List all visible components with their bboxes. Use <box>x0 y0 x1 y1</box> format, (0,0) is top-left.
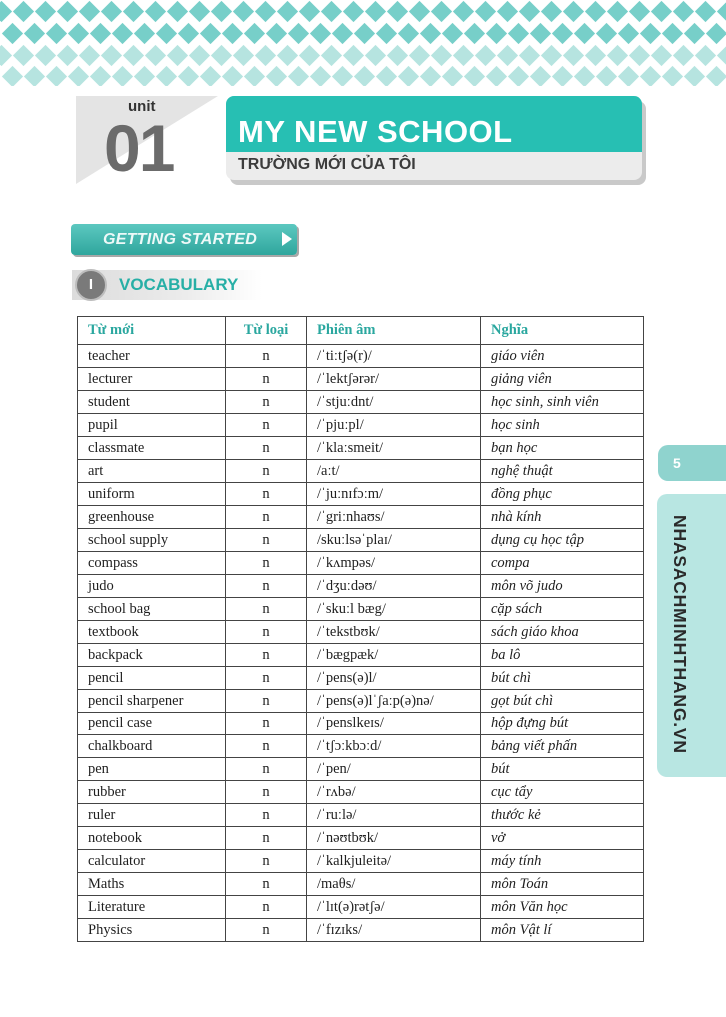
diamond-shape <box>299 1 320 22</box>
table-row <box>78 850 644 873</box>
cell-ipa: /maθs/ <box>307 873 481 896</box>
header-pos: Từ loại <box>226 317 307 345</box>
diamond-shape <box>409 45 430 66</box>
cell-ipa: /ˈpens(ə)lˈʃaːp(ə)nə/ <box>307 689 481 712</box>
table-row <box>78 459 644 482</box>
diamond-shape <box>662 23 683 44</box>
diamond-shape <box>35 1 56 22</box>
cell-meaning: máy tính <box>481 850 644 873</box>
table-row <box>78 804 644 827</box>
diamond-shape <box>464 23 485 44</box>
diamond-shape <box>717 1 726 22</box>
cell-ipa: /ˈdʒuːdəʊ/ <box>307 574 481 597</box>
cell-word: ruler <box>78 804 226 827</box>
cell-word: art <box>78 459 226 482</box>
diamond-shape <box>475 45 496 66</box>
cell-word: student <box>78 390 226 413</box>
diamond-shape <box>321 45 342 66</box>
section-title: GETTING STARTED <box>103 231 258 248</box>
cell-meaning: dụng cụ học tập <box>481 528 644 551</box>
cell-ipa: /ˈlektʃərər/ <box>307 367 481 390</box>
page-title: MY NEW SCHOOL <box>238 114 513 149</box>
diamond-shape <box>79 1 100 22</box>
diamond-shape <box>90 66 111 86</box>
cell-word: lecturer <box>78 367 226 390</box>
diamond-shape <box>167 1 188 22</box>
table-row <box>78 482 644 505</box>
table-row <box>78 390 644 413</box>
cell-word: uniform <box>78 482 226 505</box>
table-row <box>78 345 644 368</box>
diamond-shape <box>255 1 276 22</box>
cell-pos: n <box>226 367 307 390</box>
diamond-shape <box>662 66 683 86</box>
cell-meaning: ba lô <box>481 643 644 666</box>
diamond-shape <box>706 23 726 44</box>
diamond-shape <box>420 66 441 86</box>
diamond-shape <box>2 66 23 86</box>
table-header-row <box>78 317 644 345</box>
cell-meaning: nghệ thuật <box>481 459 644 482</box>
diamond-shape <box>200 23 221 44</box>
diamond-shape <box>134 66 155 86</box>
cell-pos: n <box>226 735 307 758</box>
diamond-shape <box>57 45 78 66</box>
diamond-shape <box>211 45 232 66</box>
diamond-shape <box>13 1 34 22</box>
diamond-shape <box>79 45 100 66</box>
diamond-shape <box>475 1 496 22</box>
diamond-shape <box>145 1 166 22</box>
cell-meaning: bạn học <box>481 436 644 459</box>
cell-ipa: /aːt/ <box>307 459 481 482</box>
cell-ipa: /ˈtʃɔːkbɔːd/ <box>307 735 481 758</box>
cell-word: teacher <box>78 345 226 368</box>
cell-pos: n <box>226 689 307 712</box>
cell-word: pen <box>78 758 226 781</box>
diamond-shape <box>574 66 595 86</box>
diamond-shape <box>233 1 254 22</box>
cell-ipa: /ˈbægpæk/ <box>307 643 481 666</box>
cell-ipa: /ˈgriːnhaʊs/ <box>307 505 481 528</box>
diamond-shape <box>0 45 12 66</box>
diamond-shape <box>420 23 441 44</box>
cell-ipa: /ˈpjuːpl/ <box>307 413 481 436</box>
play-arrow-icon <box>282 232 292 246</box>
cell-meaning: đồng phục <box>481 482 644 505</box>
diamond-shape <box>629 45 650 66</box>
diamond-shape <box>13 45 34 66</box>
diamond-shape <box>695 1 716 22</box>
diamond-shape <box>68 23 89 44</box>
cell-word: Literature <box>78 896 226 919</box>
diamond-shape <box>0 1 12 22</box>
diamond-shape <box>189 45 210 66</box>
diamond-shape <box>101 1 122 22</box>
cell-ipa: /ˈskuːl bæg/ <box>307 597 481 620</box>
cell-pos: n <box>226 643 307 666</box>
diamond-shape <box>464 66 485 86</box>
table-row <box>78 413 644 436</box>
table-row <box>78 896 644 919</box>
table-row <box>78 735 644 758</box>
diamond-shape <box>211 1 232 22</box>
cell-pos: n <box>226 712 307 735</box>
title-banner <box>226 96 642 180</box>
diamond-shape <box>365 45 386 66</box>
cell-ipa: /ˈkalkjuleitə/ <box>307 850 481 873</box>
diamond-shape <box>288 23 309 44</box>
unit-number: 01 <box>104 111 174 185</box>
diamond-shape <box>222 23 243 44</box>
diamond-shape <box>431 45 452 66</box>
diamond-shape <box>156 23 177 44</box>
cell-word: rubber <box>78 781 226 804</box>
header-meaning: Nghĩa <box>481 317 644 345</box>
diamond-shape <box>255 45 276 66</box>
cell-ipa: /ˈklaːsmeit/ <box>307 436 481 459</box>
diamond-shape <box>508 66 529 86</box>
diamond-shape <box>101 45 122 66</box>
cell-meaning: nhà kính <box>481 505 644 528</box>
diamond-shape <box>563 45 584 66</box>
table-row <box>78 643 644 666</box>
table-row <box>78 758 644 781</box>
page-subtitle: TRƯỜNG MỚI CỦA TÔI <box>238 156 416 173</box>
diamond-shape <box>310 66 331 86</box>
cell-ipa: /ˈkʌmpəs/ <box>307 551 481 574</box>
cell-word: pupil <box>78 413 226 436</box>
cell-pos: n <box>226 827 307 850</box>
diamond-shape <box>453 45 474 66</box>
diamond-shape <box>123 45 144 66</box>
table-row <box>78 919 644 942</box>
diamond-shape <box>365 1 386 22</box>
diamond-shape <box>530 66 551 86</box>
cell-meaning: bảng viết phấn <box>481 735 644 758</box>
table-row <box>78 505 644 528</box>
diamond-shape <box>541 45 562 66</box>
cell-pos: n <box>226 919 307 942</box>
diamond-shape <box>508 23 529 44</box>
diamond-shape <box>684 23 705 44</box>
table-row <box>78 597 644 620</box>
cell-word: pencil <box>78 666 226 689</box>
diamond-pattern-header <box>0 0 726 86</box>
cell-pos: n <box>226 413 307 436</box>
table-row <box>78 528 644 551</box>
diamond-shape <box>541 1 562 22</box>
cell-pos: n <box>226 574 307 597</box>
diamond-shape <box>46 66 67 86</box>
diamond-shape <box>596 66 617 86</box>
diamond-shape <box>398 66 419 86</box>
diamond-shape <box>310 23 331 44</box>
cell-ipa: /ˈnəʊtbʊk/ <box>307 827 481 850</box>
diamond-shape <box>244 23 265 44</box>
diamond-shape <box>618 23 639 44</box>
cell-word: Maths <box>78 873 226 896</box>
cell-word: chalkboard <box>78 735 226 758</box>
cell-meaning: môn Vật lí <box>481 919 644 942</box>
vocabulary-table <box>77 316 644 942</box>
diamond-shape <box>145 45 166 66</box>
cell-meaning: vở <box>481 827 644 850</box>
diamond-shape <box>90 23 111 44</box>
cell-pos: n <box>226 436 307 459</box>
diamond-shape <box>398 23 419 44</box>
cell-word: greenhouse <box>78 505 226 528</box>
cell-meaning: giảng viên <box>481 367 644 390</box>
cell-word: classmate <box>78 436 226 459</box>
table-row <box>78 620 644 643</box>
subsection-title: VOCABULARY <box>119 275 239 294</box>
diamond-shape <box>486 66 507 86</box>
cell-pos: n <box>226 505 307 528</box>
diamond-shape <box>277 1 298 22</box>
diamond-shape <box>717 45 726 66</box>
diamond-shape <box>112 66 133 86</box>
cell-meaning: compa <box>481 551 644 574</box>
diamond-shape <box>442 66 463 86</box>
cell-meaning: cục tẩy <box>481 781 644 804</box>
diamond-shape <box>673 45 694 66</box>
cell-pos: n <box>226 804 307 827</box>
diamond-shape <box>519 45 540 66</box>
diamond-shape <box>387 1 408 22</box>
cell-meaning: bút <box>481 758 644 781</box>
diamond-shape <box>222 66 243 86</box>
diamond-shape <box>673 1 694 22</box>
cell-meaning: môn Toán <box>481 873 644 896</box>
diamond-shape <box>640 66 661 86</box>
diamond-shape <box>563 1 584 22</box>
diamond-shape <box>178 23 199 44</box>
roman-numeral: I <box>88 276 94 293</box>
diamond-shape <box>585 1 606 22</box>
cell-pos: n <box>226 620 307 643</box>
cell-pos: n <box>226 390 307 413</box>
table-row <box>78 436 644 459</box>
diamond-shape <box>376 66 397 86</box>
section-banner-getting-started <box>71 224 297 255</box>
cell-pos: n <box>226 528 307 551</box>
diamond-shape <box>585 45 606 66</box>
diamond-shape <box>266 66 287 86</box>
diamond-shape <box>431 1 452 22</box>
cell-ipa: /ˈjuːnɪfɔːm/ <box>307 482 481 505</box>
diamond-shape <box>607 45 628 66</box>
diamond-shape <box>321 1 342 22</box>
diamond-shape <box>332 66 353 86</box>
diamond-shape <box>497 45 518 66</box>
cell-meaning: gọt bút chì <box>481 689 644 712</box>
cell-pos: n <box>226 597 307 620</box>
diamond-shape <box>354 23 375 44</box>
diamond-shape <box>57 1 78 22</box>
cell-pos: n <box>226 850 307 873</box>
cell-meaning: môn Văn học <box>481 896 644 919</box>
diamond-shape <box>266 23 287 44</box>
diamond-shape <box>343 1 364 22</box>
cell-ipa: /ˈpens(ə)l/ <box>307 666 481 689</box>
cell-ipa: /ˈrʌbə/ <box>307 781 481 804</box>
page-number: 5 <box>673 455 681 471</box>
diamond-shape <box>640 23 661 44</box>
diamond-shape <box>2 23 23 44</box>
cell-ipa: /skuːlsəˈplaɪ/ <box>307 528 481 551</box>
header-word: Từ mới <box>78 317 226 345</box>
diamond-shape <box>233 45 254 66</box>
cell-word: notebook <box>78 827 226 850</box>
diamond-shape <box>706 66 726 86</box>
diamond-shape <box>68 66 89 86</box>
cell-word: textbook <box>78 620 226 643</box>
cell-meaning: học sinh, sinh viên <box>481 390 644 413</box>
diamond-shape <box>288 66 309 86</box>
cell-meaning: giáo viên <box>481 345 644 368</box>
cell-pos: n <box>226 482 307 505</box>
cell-word: compass <box>78 551 226 574</box>
cell-pos: n <box>226 345 307 368</box>
cell-word: Physics <box>78 919 226 942</box>
diamond-shape <box>46 23 67 44</box>
table-row <box>78 712 644 735</box>
diamond-shape <box>299 45 320 66</box>
diamond-shape <box>112 23 133 44</box>
diamond-shape <box>189 1 210 22</box>
diamond-shape <box>200 66 221 86</box>
diamond-shape <box>244 66 265 86</box>
cell-meaning: sách giáo khoa <box>481 620 644 643</box>
roman-numeral-badge <box>75 269 107 301</box>
diamond-shape <box>486 23 507 44</box>
diamond-shape <box>552 23 573 44</box>
diamond-shape <box>596 23 617 44</box>
table-row <box>78 781 644 804</box>
diamond-shape <box>387 45 408 66</box>
cell-meaning: học sinh <box>481 413 644 436</box>
cell-word: school bag <box>78 597 226 620</box>
page-number-tab <box>658 445 726 481</box>
table-row <box>78 689 644 712</box>
cell-pos: n <box>226 758 307 781</box>
diamond-shape <box>354 66 375 86</box>
cell-word: backpack <box>78 643 226 666</box>
table-row <box>78 367 644 390</box>
diamond-shape <box>376 23 397 44</box>
diamond-shape <box>530 23 551 44</box>
cell-meaning: cặp sách <box>481 597 644 620</box>
diamond-shape <box>442 23 463 44</box>
cell-ipa: /ˈpen/ <box>307 758 481 781</box>
unit-label: unit <box>128 98 156 115</box>
table-row <box>78 873 644 896</box>
cell-ipa: /ˈfɪzɪks/ <box>307 919 481 942</box>
cell-word: pencil case <box>78 712 226 735</box>
diamond-shape <box>629 1 650 22</box>
cell-ipa: /ˈtiːtʃə(r)/ <box>307 345 481 368</box>
cell-meaning: hộp đựng bút <box>481 712 644 735</box>
diamond-shape <box>497 1 518 22</box>
diamond-shape <box>684 66 705 86</box>
diamond-shape <box>574 23 595 44</box>
header-ipa: Phiên âm <box>307 317 481 345</box>
table-row <box>78 666 644 689</box>
diamond-shape <box>123 1 144 22</box>
cell-ipa: /ˈstjuːdnt/ <box>307 390 481 413</box>
cell-pos: n <box>226 781 307 804</box>
cell-word: pencil sharpener <box>78 689 226 712</box>
diamond-shape <box>695 45 716 66</box>
diamond-shape <box>651 45 672 66</box>
diamond-shape <box>24 23 45 44</box>
cell-meaning: thước kẻ <box>481 804 644 827</box>
diamond-shape <box>409 1 430 22</box>
diamond-shape <box>453 1 474 22</box>
table-row <box>78 574 644 597</box>
cell-word: school supply <box>78 528 226 551</box>
diamond-shape <box>332 23 353 44</box>
cell-ipa: /ˈpenslkeɪs/ <box>307 712 481 735</box>
cell-meaning: bút chì <box>481 666 644 689</box>
table-row <box>78 827 644 850</box>
cell-ipa: /ˈlɪt(ə)rətʃə/ <box>307 896 481 919</box>
diamond-shape <box>607 1 628 22</box>
cell-word: calculator <box>78 850 226 873</box>
cell-pos: n <box>226 551 307 574</box>
diamond-shape <box>156 66 177 86</box>
diamond-shape <box>343 45 364 66</box>
diamond-shape <box>167 45 188 66</box>
diamond-shape <box>519 1 540 22</box>
table-row <box>78 551 644 574</box>
cell-pos: n <box>226 459 307 482</box>
cell-meaning: môn võ judo <box>481 574 644 597</box>
cell-pos: n <box>226 666 307 689</box>
cell-word: judo <box>78 574 226 597</box>
diamond-shape <box>24 66 45 86</box>
cell-pos: n <box>226 873 307 896</box>
cell-pos: n <box>226 896 307 919</box>
diamond-shape <box>618 66 639 86</box>
diamond-shape <box>178 66 199 86</box>
publisher-name: NHASACHMINHTHANG.VN <box>670 515 690 754</box>
diamond-shape <box>277 45 298 66</box>
cell-ipa: /ˈruːlə/ <box>307 804 481 827</box>
diamond-shape <box>134 23 155 44</box>
diamond-shape <box>552 66 573 86</box>
diamond-shape <box>651 1 672 22</box>
cell-ipa: /ˈtekstbʊk/ <box>307 620 481 643</box>
diamond-shape <box>35 45 56 66</box>
